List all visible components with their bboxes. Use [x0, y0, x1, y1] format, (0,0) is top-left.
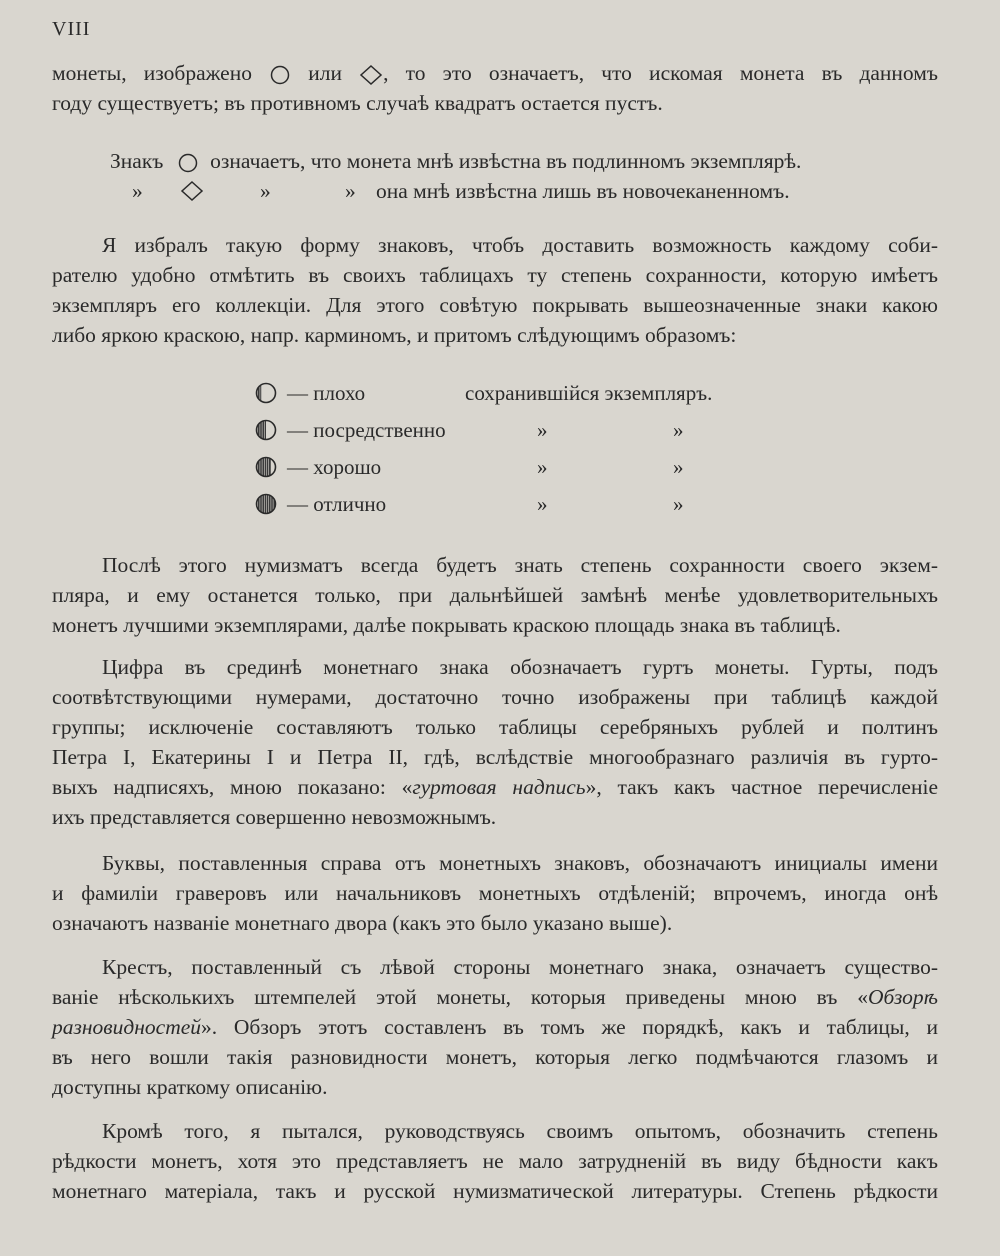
- p1-line1-text-c: , то это означаетъ, что искомая монета въ данномъ: [383, 61, 938, 85]
- p6-line: въ него вошли такія разновидности монетъ, которыя легко подмѣчаются глазомъ и: [52, 1045, 938, 1069]
- fully-filled-circle-icon: [255, 493, 277, 515]
- paragraph-1: [52, 58, 938, 118]
- diamond-symbol-icon: [359, 64, 383, 86]
- p5-line: означаютъ названіе монетнаго двора (какъ это было указано выше).: [52, 911, 673, 935]
- grade-label: — плохо: [287, 381, 366, 405]
- half-filled-circle-icon: [255, 419, 277, 441]
- grade-row-excellent: [255, 489, 755, 526]
- sign-row-circle: [110, 146, 801, 176]
- ditto-mark: »: [537, 418, 548, 442]
- p1-line1-text-b: или: [308, 61, 343, 85]
- sign-row-diamond: [110, 176, 910, 206]
- ditto-mark: »: [345, 179, 356, 203]
- p5-line: и фамиліи граверовъ или начальниковъ монетныхъ отдѣленій; впрочемъ, иногда онѣ: [52, 881, 938, 905]
- diamond-symbol-icon: [180, 180, 204, 202]
- p4-italic-phrase: гуртовая надпись: [412, 775, 586, 799]
- p6-line-2: [52, 982, 938, 1012]
- p6-line3-text: ». Обзоръ этотъ составленъ въ томъ же порядкѣ, какъ и таблицы, и: [201, 1015, 938, 1039]
- p3-line: монетъ лучшими экземплярами, далѣе покрывать краскою площадь знака въ таблицѣ.: [52, 613, 841, 637]
- paragraph-7: [52, 1116, 938, 1206]
- grade-label: — хорошо: [287, 455, 382, 479]
- grade-label: — отлично: [287, 492, 387, 516]
- p4-line: Цифра въ срединѣ монетнаго знака обозначаетъ гуртъ монеты. Гурты, подъ: [102, 655, 938, 679]
- p3-line: пляра, и ему останется только, при дальнѣйшей замѣнѣ менѣе удовлетворительныхъ: [52, 583, 938, 607]
- ditto-mark: »: [673, 418, 684, 442]
- ditto-mark: »: [537, 455, 548, 479]
- paragraph-5: [52, 848, 938, 938]
- ditto-mark: »: [537, 492, 548, 516]
- p2-line: либо яркою краскою, напр. карминомъ, и притомъ слѣдующимъ образомъ:: [52, 323, 737, 347]
- p6-line-3: [52, 1012, 938, 1042]
- ditto-mark: »: [673, 492, 684, 516]
- quarter-filled-circle-icon: [255, 382, 277, 404]
- p3-line: Послѣ этого нумизматъ всегда будетъ знать степень сохранности своего экзем-: [102, 553, 938, 577]
- p7-line: рѣдкости монетъ, хотя это представляетъ не мало затрудненій въ виду бѣдности какъ: [52, 1149, 938, 1173]
- three-quarter-filled-circle-icon: [255, 456, 277, 478]
- p1-line1-text-a: монеты, изображено: [52, 61, 252, 85]
- ditto-mark: »: [673, 455, 684, 479]
- p7-line: Кромѣ того, я пытался, руководствуясь своимъ опытомъ, обозначить степень: [102, 1119, 938, 1143]
- circle-symbol-icon: [177, 152, 199, 174]
- p4-line5-text-b: », такъ какъ частное перечисленіе: [585, 775, 938, 799]
- sign-label: Знакъ: [110, 149, 164, 173]
- paragraph-6: [52, 952, 938, 1102]
- p4-line-5: [52, 772, 938, 802]
- p2-line: Я избралъ такую форму знаковъ, чтобъ доставить возможность каждому соби-: [102, 233, 938, 257]
- p4-line: соотвѣтствующими нумерами, достаточно точно изображены при таблицѣ каждой: [52, 685, 938, 709]
- grade-row-poor: [255, 378, 755, 415]
- paragraph-3: [52, 550, 938, 640]
- p5-line: Буквы, поставленныя справа отъ монетныхъ знаковъ, обозначаютъ инициалы имени: [102, 851, 938, 875]
- grade-description: сохранившійся экземпляръ.: [465, 381, 713, 405]
- p6-line: Крестъ, поставленный съ лѣвой стороны монетнаго знака, означаетъ существо-: [102, 955, 938, 979]
- p4-line: Петра I, Екатерины I и Петра II, гдѣ, вслѣдствіе многообразнаго различія въ гурто-: [52, 745, 938, 769]
- p7-line: монетнаго матеріала, такъ и русской нумизматической литературы. Степень рѣдкости: [52, 1179, 938, 1203]
- page-number: VIII: [52, 18, 91, 40]
- p4-line5-text-a: выхъ надписяхъ, мною показано: «: [52, 775, 413, 799]
- ditto-mark: »: [260, 179, 271, 203]
- p1-line-2: году существуетъ; въ противномъ случаѣ квадратъ остается пустъ.: [52, 91, 663, 115]
- grade-row-fair: [255, 415, 755, 452]
- p4-line: ихъ представляется совершенно невозможнымъ.: [52, 805, 497, 829]
- sign-circle-meaning: означаетъ, что монета мнѣ извѣстна въ подлинномъ экземплярѣ.: [210, 149, 802, 173]
- grade-row-good: [255, 452, 755, 489]
- p6-italic-phrase: Обзорѣ: [867, 985, 938, 1009]
- sign-diamond-meaning: она мнѣ извѣстна лишь въ новочеканенномъ.: [376, 179, 790, 203]
- p1-line-1: [52, 58, 938, 88]
- p2-line: рателю удобно отмѣтить въ своихъ таблицахъ ту степень сохранности, которую имѣетъ: [52, 263, 938, 287]
- paragraph-2: [52, 230, 938, 350]
- p4-line: группы; исключеніе составляютъ только таблицы серебряныхъ рублей и полтинъ: [52, 715, 938, 739]
- grade-label: — посредственно: [287, 418, 446, 442]
- p6-line2-text: ваніе нѣсколькихъ штемпелей этой монеты, которыя приведены мною въ «: [52, 985, 868, 1009]
- paragraph-4: [52, 652, 938, 832]
- ditto-mark: »: [132, 179, 143, 203]
- p6-italic-phrase: разновидностей: [52, 1015, 202, 1039]
- circle-symbol-icon: [269, 64, 291, 86]
- p2-line: экземпляръ его коллекціи. Для этого совѣтую покрывать вышеозначенные знаки какою: [52, 293, 938, 317]
- p6-line: доступны краткому описанію.: [52, 1075, 328, 1099]
